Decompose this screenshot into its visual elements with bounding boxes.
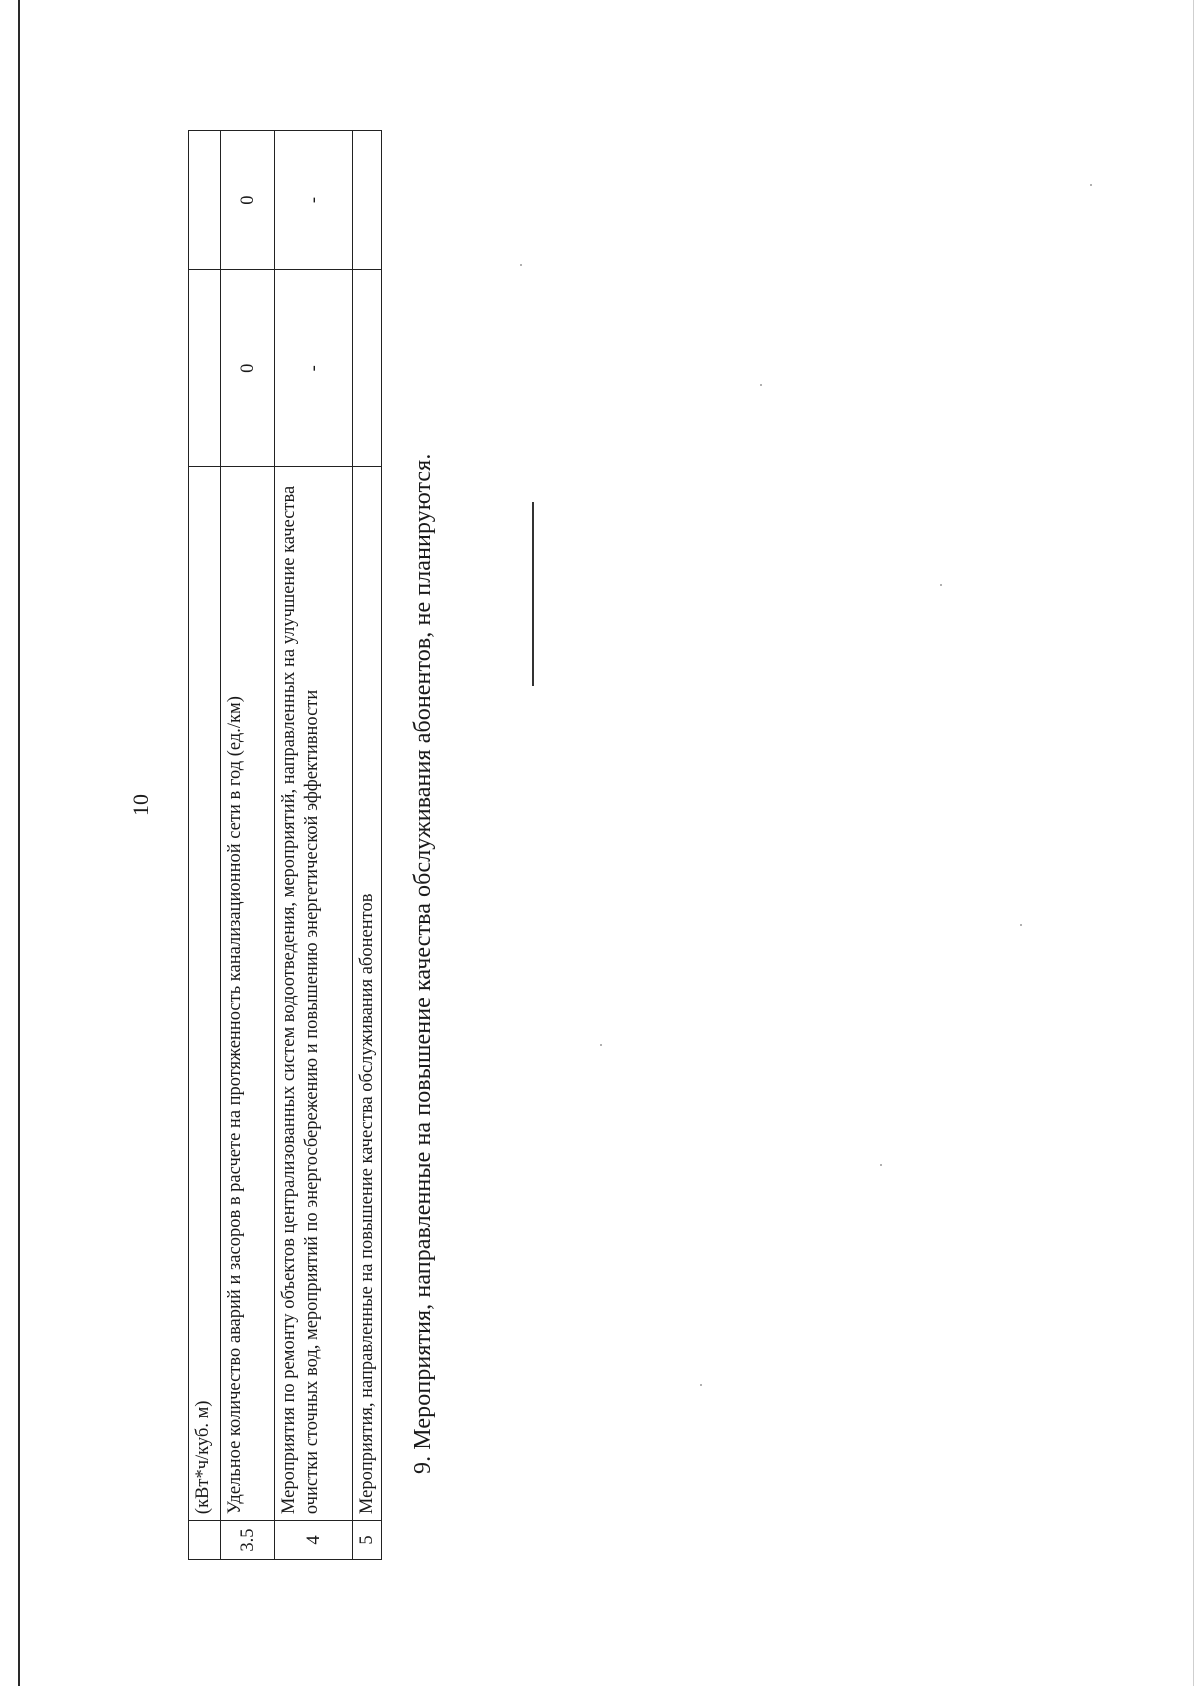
section-9-text: 9. Мероприятия, направленные на повышение качества обслуживания абонентов, не планируются. (410, 453, 436, 1474)
table-row-4 (275, 131, 353, 1560)
row-value-b: 0 (221, 131, 275, 270)
scan-speck (1090, 184, 1092, 186)
table-row-5 (353, 131, 382, 1560)
table-row-3-5 (221, 131, 275, 1560)
scan-speck (880, 1164, 882, 1166)
row-number: 5 (353, 1521, 382, 1560)
scan-speck (940, 584, 942, 586)
row-value-b (353, 131, 382, 270)
row-description: (кВт*ч/куб. м) (189, 467, 221, 1521)
row-value-a: 0 (221, 270, 275, 467)
row-value-b (189, 131, 221, 270)
row-value-a (189, 270, 221, 467)
row-description: Мероприятия по ремонту объектов централизованных систем водоотведения, мероприятий, направленных на улучшение качества очистки сточных вод, мероприятий по энергосбережению и повышению энергетической эффективности (275, 467, 353, 1521)
page-number: 10 (128, 794, 153, 816)
row-description: Удельное количество аварий и засоров в расчете на протяженность канализационной сети в год (ед./км) (221, 467, 275, 1521)
row-number: 3.5 (221, 1521, 275, 1560)
scan-speck (700, 1384, 702, 1386)
scan-speck (600, 1044, 602, 1046)
measures-table (188, 130, 382, 1560)
scan-speck (1020, 924, 1022, 926)
scan-speck (760, 384, 762, 386)
row-number: 4 (275, 1521, 353, 1560)
separator-line (532, 502, 534, 686)
row-value-a: - (275, 270, 353, 467)
row-value-b: - (275, 131, 353, 270)
scan-speck (520, 264, 522, 266)
row-value-a (353, 270, 382, 467)
table-row-unit (189, 131, 221, 1560)
row-description: Мероприятия, направленные на повышение качества обслуживания абонентов (353, 467, 382, 1521)
row-number (189, 1521, 221, 1560)
